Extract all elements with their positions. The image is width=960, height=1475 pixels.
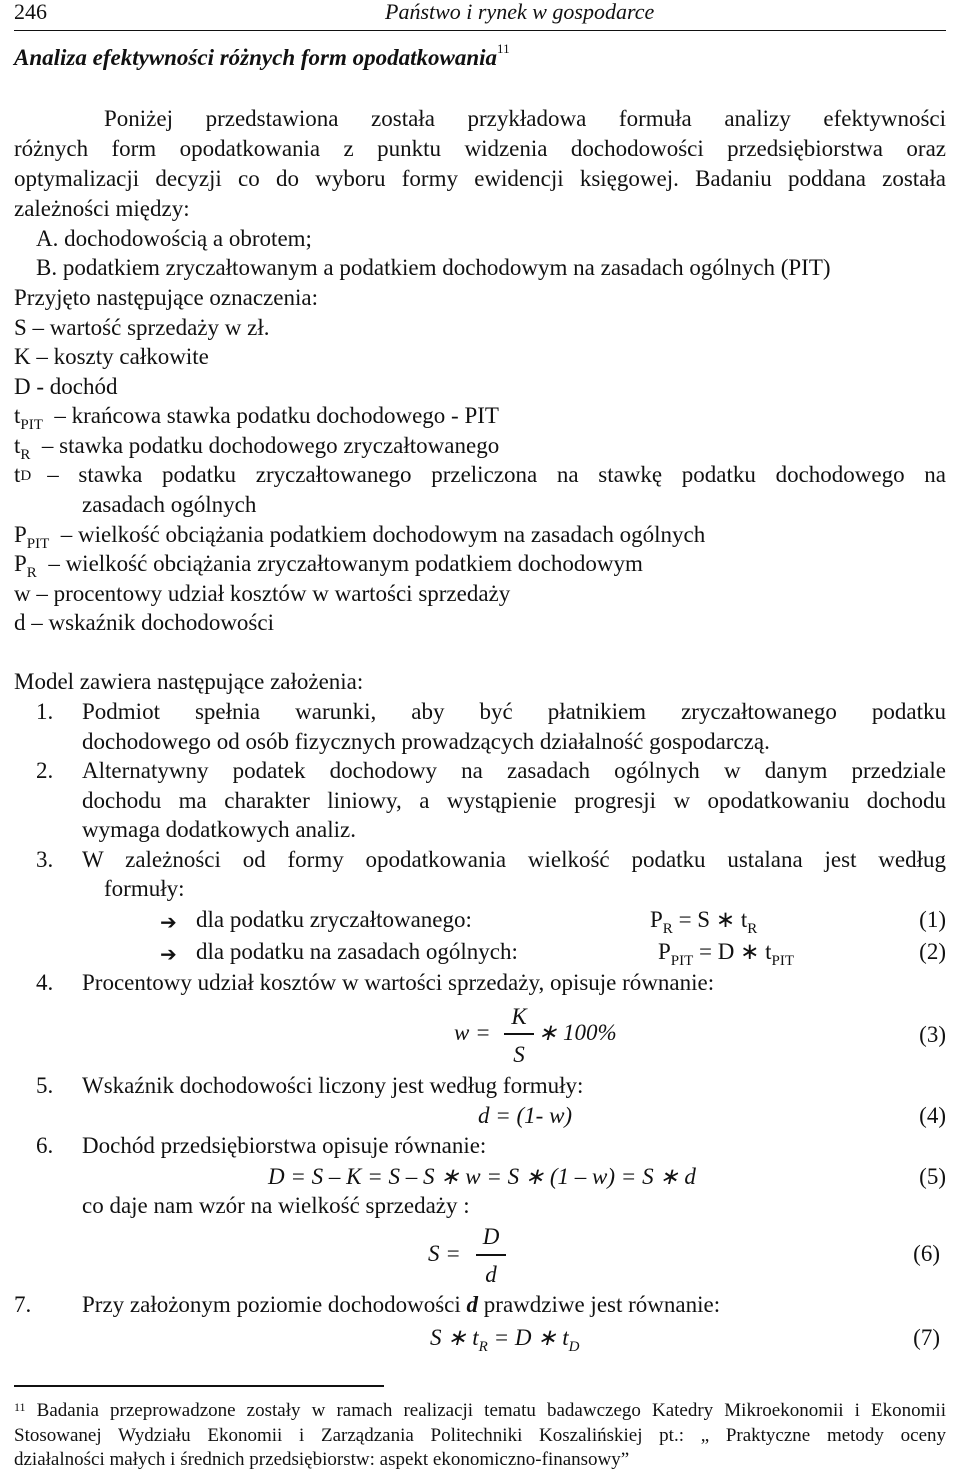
formula-3-denominator: S: [513, 1042, 525, 1067]
equation-number-1: (1): [919, 907, 946, 932]
notation-tpit: $t_{PIT}$ – krańcowa stawka podatku dochodowego - PIT: [14, 403, 499, 433]
relation-a: A. dochodowością a obrotem;: [36, 226, 312, 251]
fraction-bar: [504, 1033, 534, 1035]
formula-2: $P_{PIT} = D$ ∗ $t_{PIT}$: [658, 939, 795, 969]
section-title: Analiza efektywności różnych form opodatkowania$^{11}$: [14, 41, 510, 70]
formula-6-numerator: D: [482, 1224, 500, 1249]
item-number: 3.: [36, 847, 54, 872]
item-1-line-1: Podmiot spełnia warunki, aby być płatnikiem zryczałtowanego podatku: [82, 699, 946, 724]
intro-line-3: optymalizacji decyzji co do wyboru formy ewidencji księgowej. Badaniu poddana została: [14, 166, 946, 191]
notation-d: D - dochód: [14, 374, 118, 399]
item-4-text: Procentowy udział kosztów w wartości sprzedaży, opisuje równanie:: [82, 970, 715, 995]
formula-6-lhs: S =: [428, 1241, 461, 1266]
running-title: Państwo i rynek w gospodarce: [385, 0, 655, 24]
footnote-line-1: $^{11}$ Badania przeprowadzone zostały w ramach realizacji tematu badawczego Katedry Mikroekonomii i Ekonomii: [14, 1400, 946, 1421]
intro-line-4: zależności między:: [14, 196, 190, 221]
notation-k: K – koszty całkowite: [14, 344, 209, 369]
item-number: 2.: [36, 758, 54, 783]
item-number: 5.: [36, 1073, 54, 1098]
formula-1-label: dla podatku zryczałtowanego:: [196, 907, 472, 932]
formula-2-label: dla podatku na zasadach ogólnych:: [196, 939, 518, 964]
formula-7: S ∗ $t_R = D$ ∗ $t_D$: [430, 1325, 580, 1355]
page-number: 246: [14, 0, 47, 24]
item-6-text: Dochód przedsiębiorstwa opisuje równanie:: [82, 1133, 487, 1158]
formula-6-denominator: d: [485, 1262, 497, 1287]
equation-number-2: (2): [919, 939, 946, 964]
notation-dd: d – wskaźnik dochodowości: [14, 610, 274, 635]
notation-w: w – procentowy udział kosztów w wartości sprzedaży: [14, 581, 511, 606]
notation-pr: $P_R$ – wielkość obciążania zryczałtowanym podatkiem dochodowym: [14, 551, 643, 581]
notation-td: t D – stawka podatku zryczałtowanego przeliczona na stawkę podatku dochodowego na: [14, 462, 946, 487]
equation-number-3: (3): [919, 1022, 946, 1047]
right-arrow-icon: ➔: [160, 910, 177, 934]
footnote-mark: 11: [497, 41, 510, 56]
item-1-line-2: dochodowego od osób fizycznych prowadzących działalność gospodarczą.: [82, 729, 770, 754]
item-number: 7.: [14, 1292, 32, 1317]
formula-3-rhs: ∗ 100%: [538, 1020, 617, 1045]
item-number: 4.: [36, 970, 54, 995]
fraction-bar: [476, 1254, 506, 1256]
item-5-text: Wskaźnik dochodowości liczony jest według formuły:: [82, 1073, 584, 1098]
equation-number-7: (7): [913, 1325, 940, 1350]
item-7-text: Przy założonym poziomie dochodowości d prawdziwe jest równanie:: [82, 1292, 721, 1317]
formula-5: D = S – K = S – S ∗ w = S ∗ (1 – w) = S ∗ d: [268, 1164, 696, 1189]
notation-intro: Przyjęto następujące oznaczenia:: [14, 285, 318, 310]
formula-4: d = (1- w): [478, 1103, 573, 1128]
page-header: [14, 0, 946, 31]
intro-line-1: Poniżej przedstawiona została przykładowa formuła analizy efektywności: [104, 106, 946, 131]
formula-3-numerator: K: [511, 1004, 527, 1029]
item-6-text-2: co daje nam wzór na wielkość sprzedaży :: [82, 1193, 470, 1218]
notation-s: S – wartość sprzedaży w zł.: [14, 315, 270, 340]
footnote-line-3: działalności małych i średnich przedsiębiorstw: aspekt ekonomiczno-finansowy”: [14, 1449, 630, 1470]
footnote-rule: [14, 1385, 384, 1387]
equation-number-4: (4): [919, 1103, 946, 1128]
right-arrow-icon: ➔: [160, 942, 177, 966]
assumptions-intro: Model zawiera następujące założenia:: [14, 669, 364, 694]
item-2-line-2: dochodu ma charakter liniowy, a wystąpienie progresji w opodatkowaniu dochodu: [82, 788, 946, 813]
relation-b: B. podatkiem zryczałtowanym a podatkiem dochodowym na zasadach ogólnych (PIT): [36, 255, 831, 280]
notation-td-cont: zasadach ogólnych: [82, 492, 257, 517]
item-number: 1.: [36, 699, 54, 724]
intro-line-2: różnych form opodatkowania z punktu widzenia dochodowości przedsiębiorstwa oraz: [14, 136, 946, 161]
formula-3-lhs: w =: [454, 1020, 491, 1045]
equation-number-5: (5): [919, 1164, 946, 1189]
notation-ppit: $P_{PIT}$ – wielkość obciążania podatkiem dochodowym na zasadach ogólnych: [14, 522, 706, 552]
item-3-line-1: W zależności od formy opodatkowania wielkość podatku ustalana jest według: [82, 847, 946, 872]
item-2-line-3: wymaga dodatkowych analiz.: [82, 817, 356, 842]
item-3-line-2: formuły:: [104, 876, 185, 901]
item-2-line-1: Alternatywny podatek dochodowy na zasadach ogólnych w danym przedziale: [82, 758, 946, 783]
footnote-line-2: Stosowanej Wydziału Ekonomii i Zarządzania Politechniki Koszalińskiej pt.: „ Praktyczne metody oceny: [14, 1425, 946, 1446]
equation-number-6: (6): [913, 1241, 940, 1266]
formula-1: $P_R = S$ ∗ $t_R$: [650, 907, 758, 937]
item-number: 6.: [36, 1133, 54, 1158]
notation-tr: $t_R$ – stawka podatku dochodowego zryczałtowanego: [14, 433, 500, 463]
